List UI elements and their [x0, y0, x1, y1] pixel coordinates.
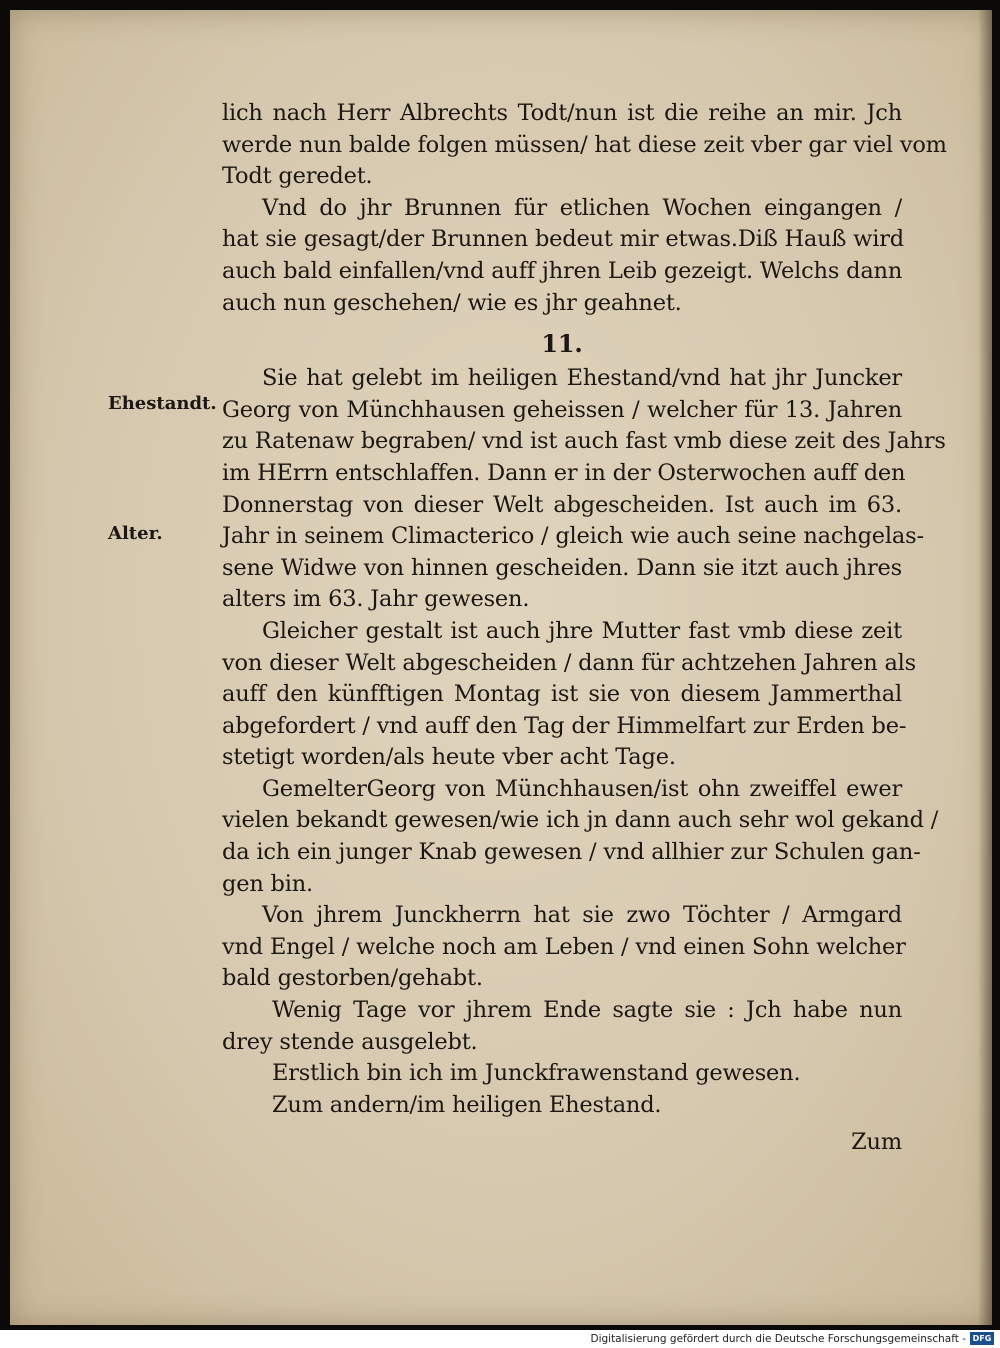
- section-number: 11.: [541, 329, 583, 359]
- page-edge-shadow: [978, 10, 992, 1325]
- text-line: Jahr in seinem Climacterico / gleich wie auch seine nachgelas-: [222, 523, 924, 550]
- text-line: stetigt worden/als heute vber acht Tage.: [222, 744, 676, 771]
- text-line: Erstlich bin ich im Junckfrawenstand gewesen.: [272, 1060, 801, 1087]
- text-line: GemelterGeorg von Münchhausen/ist ohn zweiffel ewer: [262, 775, 902, 802]
- text-line: hat sie gesagt/der Brunnen bedeut mir etwas.Diß Hauß wird: [222, 226, 904, 253]
- text-line: werde nun balde folgen müssen/ hat diese zeit vber gar viel vom: [222, 131, 947, 158]
- margin-note-ehestandt: Ehestandt.: [108, 393, 217, 414]
- catchword: Zum: [851, 1129, 902, 1156]
- funding-credit: Digitalisierung gefördert durch die Deutsche Forschungsgemeinschaft -: [590, 1333, 966, 1345]
- text-line: Von jhrem Junckherrn hat sie zwo Töchter / Armgard: [262, 902, 902, 929]
- text-line: Wenig Tage vor jhrem Ende sagte sie : Jch habe nun: [272, 997, 902, 1024]
- text-line: Vnd do jhr Brunnen für etlichen Wochen eingangen /: [262, 194, 902, 221]
- text-line: zu Ratenaw begraben/ vnd ist auch fast vmb diese zeit des Jahrs: [222, 428, 946, 455]
- dfg-logo-icon: DFG: [970, 1332, 994, 1345]
- text-line: drey stende ausgelebt.: [222, 1028, 478, 1055]
- margin-note-alter: Alter.: [108, 523, 163, 544]
- text-line: alters im 63. Jahr gewesen.: [222, 586, 530, 613]
- text-line: da ich ein junger Knab gewesen / vnd allhier zur Schulen gan-: [222, 839, 921, 866]
- text-line: von dieser Welt abgescheiden / dann für achtzehen Jahren als: [222, 649, 917, 676]
- text-line: bald gestorben/gehabt.: [222, 965, 483, 992]
- text-line: vnd Engel / welche noch am Leben / vnd einen Sohn welcher: [222, 933, 906, 960]
- text-line: auch bald einfallen/vnd auff jhren Leib gezeigt. Welchs dann: [222, 257, 903, 284]
- text-line: Georg von Münchhausen geheissen / welcher für 13. Jahren: [222, 396, 902, 423]
- text-line: Todt geredet.: [222, 163, 373, 190]
- text-line: im HErrn entschlaffen. Dann er in der Osterwochen auff den: [222, 459, 906, 486]
- text-line: Gleicher gestalt ist auch jhre Mutter fast vmb diese zeit: [262, 617, 902, 644]
- page-body-text: [222, 98, 947, 1159]
- text-line: lich nach Herr Albrechts Todt/nun ist die reihe an mir. Jch: [222, 100, 902, 126]
- text-line: auff den künfftigen Montag ist sie von diesem Jammerthal: [222, 681, 902, 708]
- text-line: auch nun geschehen/ wie es jhr geahnet.: [222, 289, 682, 316]
- text-line: Sie hat gelebt im heiligen Ehestand/vnd hat jhr Juncker: [262, 365, 902, 392]
- text-line: sene Widwe von hinnen gescheiden. Dann sie itzt auch jhres: [222, 554, 902, 581]
- text-line: Donnerstag von dieser Welt abgescheiden. Ist auch im 63.: [222, 491, 902, 518]
- footer-bar: [0, 1330, 1000, 1348]
- text-line: gen bin.: [222, 870, 314, 897]
- text-line: vielen bekandt gewesen/wie ich jn dann auch sehr wol gekand /: [222, 807, 939, 834]
- text-line: abgefordert / vnd auff den Tag der Himmelfart zur Erden be-: [222, 712, 907, 739]
- text-line: Zum andern/im heiligen Ehestand.: [272, 1091, 662, 1118]
